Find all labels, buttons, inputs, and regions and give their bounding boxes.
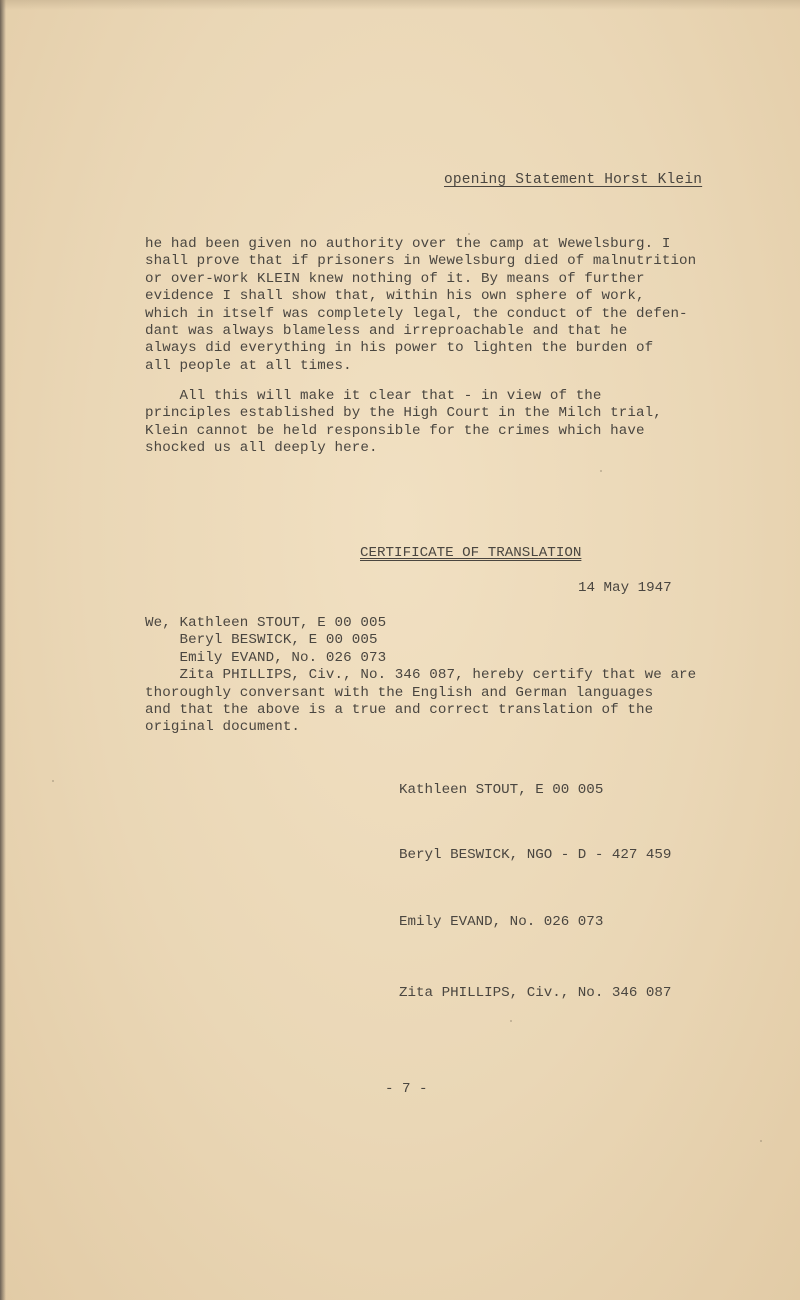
body-paragraph-2: All this will make it clear that - in view of the principles established by the High Court in the Milch trial, Klein cannot be held responsible for the crimes which have shocked us all deeply here. <box>145 388 662 457</box>
certificate-title: CERTIFICATE OF TRANSLATION <box>360 545 582 561</box>
paper-speck <box>600 470 602 472</box>
signature-line-stout: Kathleen STOUT, E 00 005 <box>399 782 604 798</box>
paper-speck <box>510 1020 512 1022</box>
signature-line-phillips: Zita PHILLIPS, Civ., No. 346 087 <box>399 985 672 1001</box>
paper-speck <box>52 780 54 782</box>
body-paragraph-1: he had been given no authority over the camp at Wewelsburg. I shall prove that if prisoners in Wewelsburg died of malnutrition or over-work KLEIN knew nothing of it. By means of further evidence I shall show that, within his own sphere of work, which in itself was completely legal, the conduct of the defen- dant was always blameless and irreproachable and that he always did everything in his power to lighten the burden of all people at all times. <box>145 236 697 374</box>
certificate-date: 14 May 1947 <box>578 580 672 596</box>
page-edge-shadow <box>0 0 6 1300</box>
page-top-shadow <box>0 0 800 10</box>
signature-line-beswick: Beryl BESWICK, NGO - D - 427 459 <box>399 847 672 863</box>
signature-line-evand: Emily EVAND, No. 026 073 <box>399 914 604 930</box>
page-number: - 7 - <box>385 1081 428 1097</box>
paper-speck <box>760 1140 762 1142</box>
paper-speck <box>468 233 470 235</box>
certificate-body: We, Kathleen STOUT, E 00 005 Beryl BESWICK, E 00 005 Emily EVAND, No. 026 073 Zita PHILLIPS, Civ., No. 346 087, hereby certify that we are thoroughly conversant with the English and German languages and that the above is a true and correct translation of the original document. <box>145 615 697 736</box>
page-header: opening Statement Horst Klein <box>444 172 703 188</box>
